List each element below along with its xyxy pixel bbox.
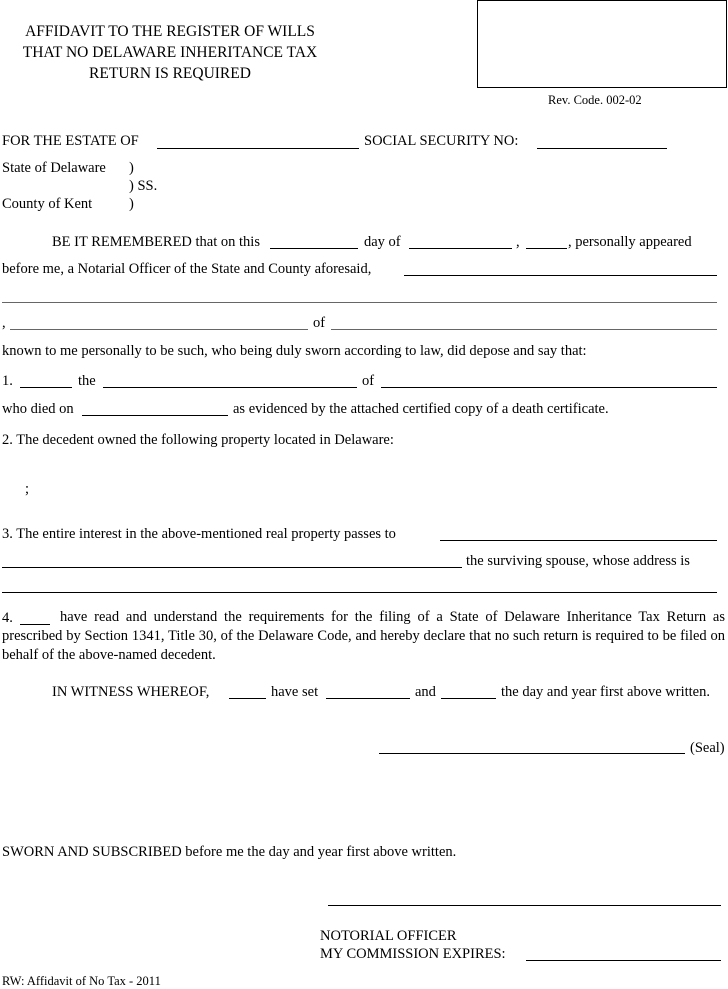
beneficiary-continuation-field[interactable]	[2, 567, 462, 568]
witness-field-2[interactable]	[441, 698, 496, 699]
title-line-2: THAT NO DELAWARE INHERITANCE TAX	[22, 44, 318, 61]
affiant-name-field[interactable]	[404, 275, 717, 276]
item1-relation-field[interactable]	[20, 387, 72, 388]
affiant-signature-field[interactable]	[379, 753, 685, 754]
ssn-field[interactable]	[537, 148, 667, 149]
item4-text: have read and understand the requirements for the filing of a State of Delaware Inheritance Tax Return as prescribed by Section 1341, Title 30, of the Delaware Code, and hereby declare that no such return is required to be filed on behalf of the above-named decedent.	[2, 609, 725, 663]
day-field[interactable]	[270, 248, 358, 249]
witness-rest: the day and year first above written.	[501, 684, 710, 700]
venue-state: State of Delaware	[2, 160, 106, 176]
estate-name-field[interactable]	[157, 148, 359, 149]
item1-the: the	[78, 373, 96, 389]
month-field[interactable]	[409, 248, 512, 249]
form-title	[0, 21, 340, 84]
seal-label: (Seal)	[690, 740, 725, 756]
item3-text: 3. The entire interest in the above-mentioned real property passes to	[2, 526, 396, 542]
affiant-continuation-field[interactable]	[2, 302, 717, 303]
title-line-3: RETURN IS REQUIRED	[89, 65, 251, 82]
venue-paren-3: )	[129, 196, 134, 212]
of-label: of	[313, 315, 326, 331]
item1-evidenced: as evidenced by the attached certified copy of a death certificate.	[233, 401, 609, 417]
estate-label: FOR THE ESTATE OF	[2, 133, 139, 149]
venue-county: County of Kent	[2, 196, 93, 212]
year-field[interactable]	[526, 248, 567, 249]
item2-semicolon: ;	[25, 481, 30, 497]
rev-code: Rev. Code. 002-02	[548, 93, 642, 107]
ssn-label: SOCIAL SECURITY NO:	[364, 133, 519, 149]
notary-label: NOTORIAL OFFICER	[320, 928, 457, 944]
official-use-box	[477, 0, 727, 88]
remembered-text-1: BE IT REMEMBERED that on this	[52, 234, 260, 250]
witness-and: and	[415, 684, 436, 700]
item1-died-on: who died on	[2, 401, 74, 417]
witness-have-set: have set	[271, 684, 319, 700]
spouse-address-field[interactable]	[2, 592, 717, 593]
death-date-field[interactable]	[82, 415, 228, 416]
witness-affiant-field[interactable]	[229, 698, 266, 699]
item1-num: 1.	[2, 373, 13, 389]
remembered-line-2: before me, a Notarial Officer of the State and County aforesaid,	[2, 261, 372, 277]
commission-expires-field[interactable]	[526, 960, 721, 961]
remembered-text-2: day of	[364, 234, 401, 250]
comma: ,	[2, 315, 6, 331]
notary-signature-field[interactable]	[328, 905, 721, 906]
venue-paren-1: )	[129, 160, 134, 176]
witness-text-1: IN WITNESS WHEREOF,	[52, 684, 210, 700]
capacity-field[interactable]	[10, 329, 308, 330]
item3-spouse: the surviving spouse, whose address is	[466, 553, 690, 569]
witness-field-1[interactable]	[326, 698, 410, 699]
item1-of: of	[362, 373, 375, 389]
footer: RW: Affidavit of No Tax - 2011	[2, 974, 161, 988]
item1-capacity-field[interactable]	[103, 387, 357, 388]
venue-ss: ) SS.	[129, 178, 158, 194]
remembered-text-4: , personally appeared	[568, 234, 692, 250]
remembered-text-3: ,	[516, 234, 520, 250]
item2-text: 2. The decedent owned the following property located in Delaware:	[2, 432, 394, 448]
beneficiary-field[interactable]	[440, 540, 717, 541]
item4-num: 4.	[2, 610, 13, 626]
title-line-1: AFFIDAVIT TO THE REGISTER OF WILLS	[25, 23, 315, 40]
commission-label: MY COMMISSION EXPIRES:	[320, 946, 506, 962]
of-field[interactable]	[331, 329, 717, 330]
known-text: known to me personally to be such, who being duly sworn according to law, did depose and say that:	[2, 343, 587, 359]
sworn-text: SWORN AND SUBSCRIBED before me the day and year first above written.	[2, 844, 457, 860]
item1-decedent-field[interactable]	[381, 387, 717, 388]
